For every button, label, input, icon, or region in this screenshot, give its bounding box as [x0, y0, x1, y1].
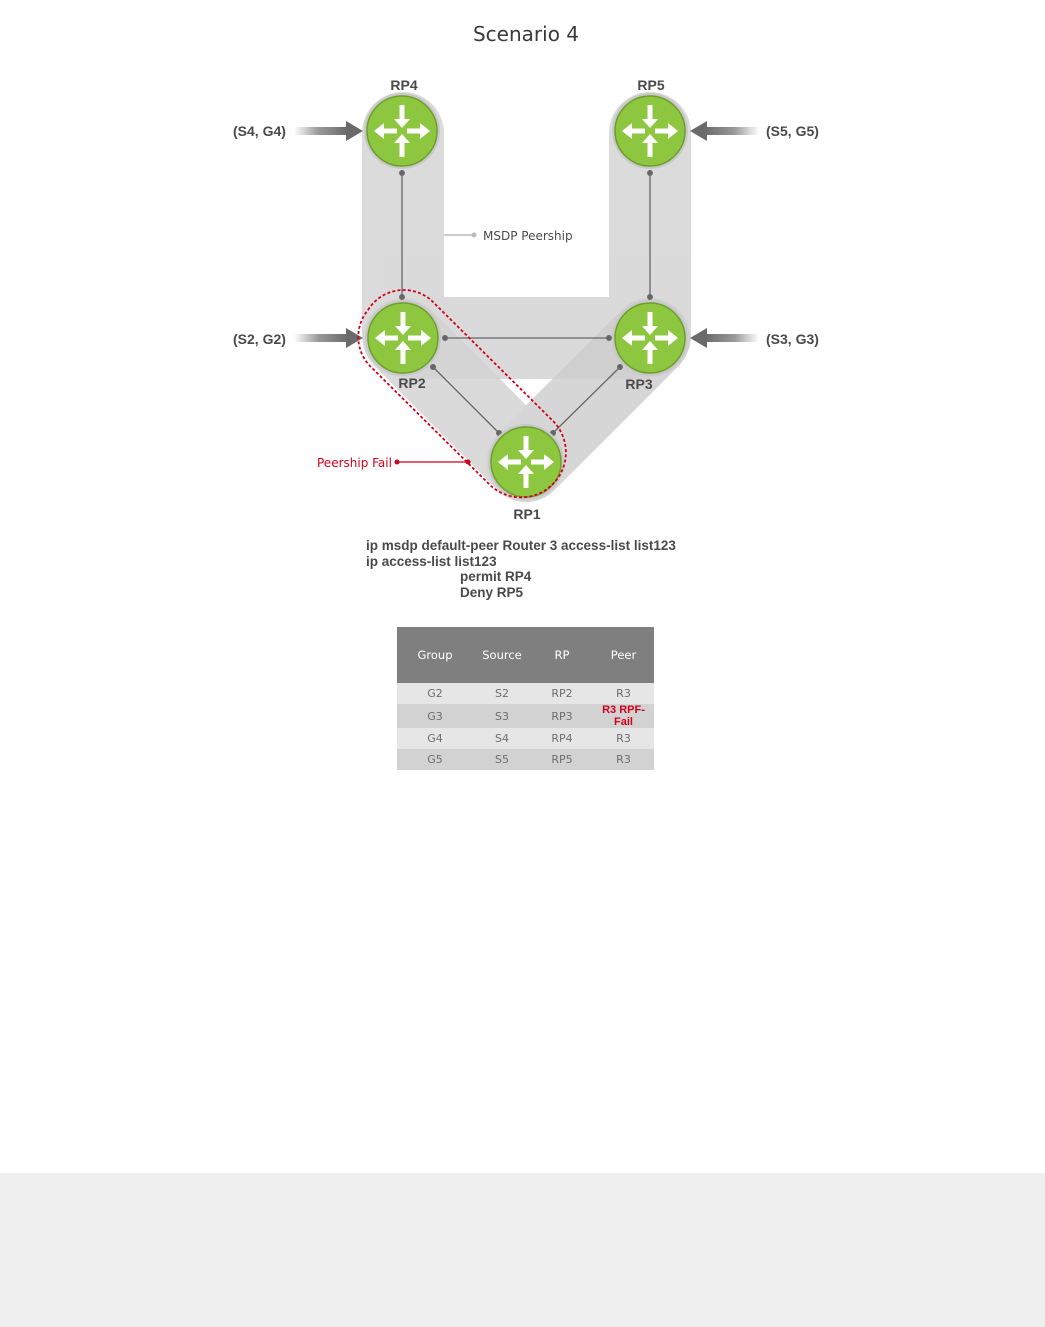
link-dot: [400, 295, 405, 300]
cell-group: G5: [397, 749, 473, 770]
msdp-peership-label: MSDP Peership: [483, 229, 573, 243]
link-dot: [648, 171, 653, 176]
link-dot: [618, 365, 623, 370]
router-rp4-icon: [364, 93, 440, 169]
label-rp3: RP3: [625, 376, 653, 392]
config-line-4: Deny RP5: [460, 584, 524, 600]
cell-source: S2: [473, 683, 531, 704]
router-rp1-icon: [488, 424, 564, 500]
config-line-3: permit RP4: [460, 569, 532, 584]
router-rp2-icon: [365, 300, 441, 376]
label-rp5: RP5: [637, 77, 665, 93]
cell-peer: R3: [593, 683, 654, 704]
table-row: [397, 749, 654, 770]
cell-peer: R3: [593, 728, 654, 749]
label-s5g5: (S5, G5): [766, 123, 819, 139]
router-rp5-icon: [612, 93, 688, 169]
arrow-s4g4: [294, 121, 363, 141]
header-peer: Peer: [593, 627, 654, 683]
peership-fail-label: Peership Fail: [317, 456, 392, 470]
sa-cache-table: [397, 627, 654, 770]
table-row: [397, 728, 654, 749]
label-rp2: RP2: [398, 375, 426, 391]
config-line-1: ip msdp default-peer Router 3 access-list list123: [366, 538, 676, 553]
cell-rp: RP5: [531, 749, 593, 770]
peership-fail-legend: [317, 456, 471, 470]
label-rp1: RP1: [513, 506, 541, 522]
arrow-s2g2: [294, 328, 363, 348]
cell-group: G3: [397, 704, 473, 728]
header-group: Group: [397, 627, 473, 683]
label-s2g2: (S2, G2): [233, 331, 286, 347]
cell-source: S4: [473, 728, 531, 749]
config-block: [366, 538, 766, 600]
header-rp: RP: [531, 627, 593, 683]
link-dot: [607, 336, 612, 341]
header-source: Source: [473, 627, 531, 683]
link-dot: [648, 295, 653, 300]
cell-source: S3: [473, 704, 531, 728]
table-row: [397, 704, 654, 728]
cell-rp: RP3: [531, 704, 593, 728]
link-dot: [443, 336, 448, 341]
cell-group: G2: [397, 683, 473, 704]
label-s4g4: (S4, G4): [233, 123, 286, 139]
cell-source: S5: [473, 749, 531, 770]
diagram-title: Scenario 4: [472, 22, 580, 46]
cell-group: G4: [397, 728, 473, 749]
cell-rp: RP2: [531, 683, 593, 704]
label-rp4: RP4: [390, 77, 418, 93]
msdp-peership-legend: [444, 229, 573, 243]
table-row: [397, 683, 654, 704]
footer-band: [0, 1173, 1045, 1327]
config-line-2: ip access-list list123: [366, 553, 497, 569]
router-rp3-icon: [612, 300, 688, 376]
link-dot: [400, 171, 405, 176]
cell-peer-rpf-fail: R3 RPF-Fail: [593, 704, 654, 728]
label-s3g3: (S3, G3): [766, 331, 819, 347]
cell-peer: R3: [593, 749, 654, 770]
table-header-row: [397, 627, 654, 683]
cell-rp: RP4: [531, 728, 593, 749]
link-dot: [431, 365, 436, 370]
arrow-s5g5: [690, 121, 759, 141]
arrow-s3g3: [690, 328, 759, 348]
